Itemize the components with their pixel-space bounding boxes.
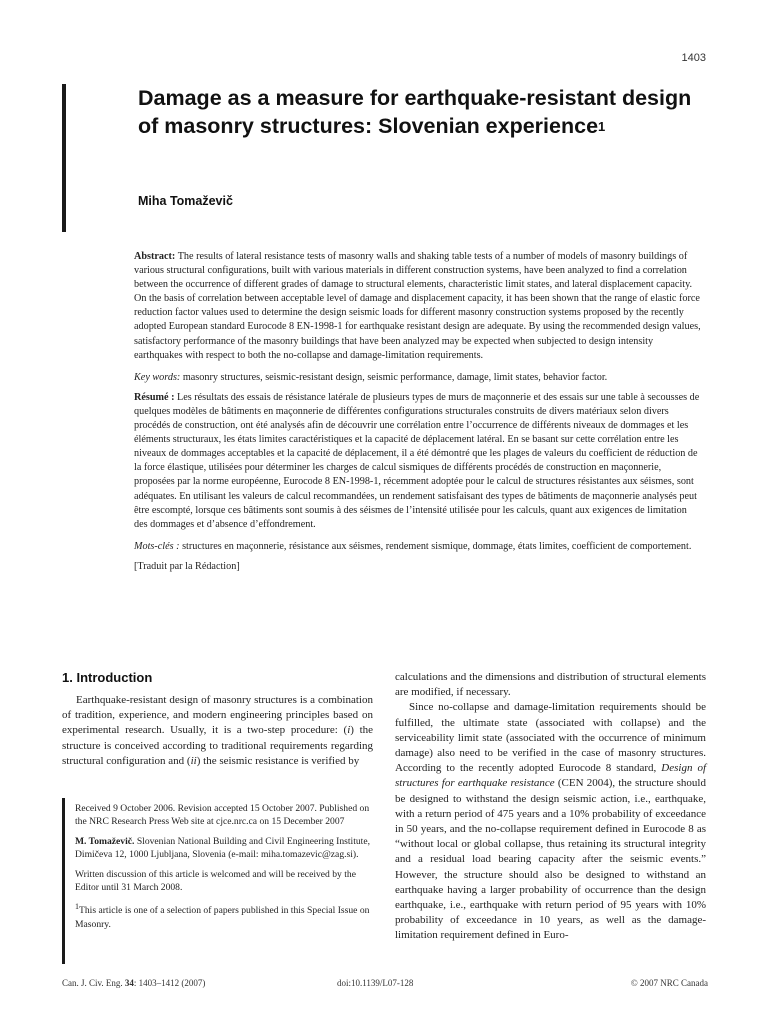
- discussion-note: Written discussion of this article is welcomed and will be received by the Editor until 31 March 2008.: [75, 868, 356, 894]
- right-p2-text-b: (CEN 2004), the structure should be designed to withstand the design seismic action, i.e., earthquake, with a return period of 475 years and a 10% probability of exceedance in 50 years, and the no-collapse requirement defined in Eurocode 8 as “without local or global collapse, thus retaining its structural integrity and a residual load bearing capacity after the seismic events.” However, the structure should also be designed to withstand an earthquake having a larger probability of occurrence than the design earthquake, i.e., earthquake with return period of 95 years with 10% probability of exceedance in 10 years, as well as the damage-limitation requirement defined in Euro-: [395, 777, 706, 942]
- author-name: Miha Tomaževič: [138, 194, 233, 208]
- keywords-paragraph: [134, 371, 702, 385]
- keywords-label: Key words:: [134, 371, 181, 383]
- keywords-text: masonry structures, seismic-resistant design, seismic performance, damage, limit states, behavior factor.: [182, 371, 608, 383]
- article-title-text: Damage as a measure for earthquake-resistant design of masonry structures: Slovenian experience: [138, 86, 692, 138]
- intro-text-b: ) the structure is conceived according to traditional requirements regarding structural configuration and (: [62, 724, 374, 767]
- abstract-text: The results of lateral resistance tests of masonry walls and shaking table tests of a number of models of masonry buildings of various structural configurations, built with various materials in different construction systems, have been analyzed to find a correlation between the occurrence of different grades of damage to structural elements, characteristic limit states, and lateral displacement capacity. On the basis of correlation between acceptable level of damage and displacement capacity, it has been shown that the range of elastic force reduction factor values used to determine the design seismic loads for different masonry construction systems proposed by the recently adopted European standard Eurocode 8 EN-1998-1 for earthquake resistant design are adequate. By using the recommended design values, satisfactory performance of the masonry buildings that have been analyzed may be expected when subjected to design intensity earthquakes with respect to both the no-collapse and damage-limitation requirements.: [134, 251, 701, 361]
- abstract-section: [134, 250, 702, 582]
- right-paragraph-1: calculations and the dimensions and distribution of structural elements are modified, if necessary.: [395, 671, 706, 699]
- abstract-paragraph: [134, 250, 702, 363]
- page-number: 1403: [681, 52, 706, 64]
- right-p2-italic-title: Design of structures for earthquake resistance: [395, 762, 706, 790]
- right-paragraph-2: [395, 700, 706, 943]
- resume-paragraph: [134, 391, 702, 532]
- intro-paragraph: [62, 693, 373, 769]
- footnote-1-mark: 1: [75, 902, 79, 912]
- doi: doi:10.1139/L07-128: [337, 978, 414, 988]
- footnote-1: [75, 900, 371, 931]
- left-column: [62, 670, 373, 769]
- intro-italic-ii: ii: [190, 754, 197, 767]
- article-title: [138, 84, 708, 143]
- journal-name: Can. J. Civ. Eng.: [62, 978, 125, 988]
- translation-note: [Traduit par la Rédaction]: [134, 560, 240, 572]
- footnote-box: [62, 798, 376, 964]
- affiliation-note: [75, 835, 371, 862]
- motscles-text: structures en maçonnerie, résistance aux séismes, rendement sismique, dommage, états limites, coefficient de comportement.: [182, 540, 692, 552]
- right-p2-text-a: Since no-collapse and damage-limitation requirements should be fulfilled, the ultimate state (associated with collapse) and the serviceability limit state (associated with the occurrence of minimum damage) also need to be verified in the case of masonry structures. According to the recently adopted Eurocode 8 standard,: [395, 701, 706, 775]
- intro-italic-i: i: [347, 724, 351, 737]
- section-heading-introduction: 1. Introduction: [62, 670, 153, 685]
- intro-text-c: ) the seismic resistance is verified by: [196, 754, 360, 767]
- footnote-1-text: This article is one of a selection of papers published in this Special Issue on Masonry.: [75, 905, 370, 931]
- journal-volume: 34: [124, 978, 134, 988]
- title-footnote-mark: 1: [598, 119, 606, 134]
- title-block: [62, 84, 716, 232]
- journal-pages: : 1403–1412 (2007): [133, 978, 206, 988]
- resume-label: Résumé :: [134, 391, 175, 403]
- affiliation-text: Slovenian National Building and Civil Engineering Institute, Dimičeva 12, 1000 Ljubljana, Slovenia (e-mail: miha.tomazevic@zag.si).: [75, 835, 370, 861]
- intro-text-a: Earthquake-resistant design of masonry structures is a combination of tradition, experience, and modern engineering principles based on experimental research. Usually, it is a two-step procedure: (: [62, 694, 373, 737]
- abstract-label: Abstract:: [134, 251, 176, 262]
- motscles-paragraph: [134, 540, 702, 554]
- received-note: Received 9 October 2006. Revision accepted 15 October 2007. Published on the NRC Research Press Web site at cjce.nrc.ca on 15 December 2007: [75, 803, 370, 828]
- motscles-label: Mots-clés :: [134, 540, 180, 552]
- right-column: [395, 670, 706, 944]
- copyright: © 2007 NRC Canada: [630, 978, 708, 988]
- resume-text: Les résultats des essais de résistance latérale de plusieurs types de murs de maçonnerie et des essais sur une table à secousses de quelques modèles de bâtiments en maçonnerie de différentes configurations structurales construits de divers matériaux selon divers procédés de construction, ont été analysés afin de découvrir une corrélation entre l’occurrence de différents niveaux de dommages et les éléments structuraux, les états limites caractéristiques et la capacité de déplacement latéral. En se basant sur cette corrélation entre les niveaux de dommages acceptables et la capacité de déplacement, il a été démontré que les plages de valeurs du coefficient de réduction de la force élastique, utilisées pour déterminer les charges de calcul sismiques de différents procédés de construction en maçonnerie, proposées par la norme européenne, Eurocode 8 EN-1998-1, récemment adoptée pour le calcul de structures résistantes aux séismes, sont adéquates. En utilisant les valeurs de calcul recommandées, un rendement satisfaisant des types de bâtiments de maçonnerie analysés peut être escompté, lorsque ces bâtiments sont soumis à des séismes de l’intensité utilisée pour les calculs, quant aux exigences de limitation des dommages et d’absence d’effondrement.: [134, 391, 700, 530]
- affiliation-name: M. Tomaževič.: [75, 835, 135, 847]
- journal-citation: [62, 978, 205, 988]
